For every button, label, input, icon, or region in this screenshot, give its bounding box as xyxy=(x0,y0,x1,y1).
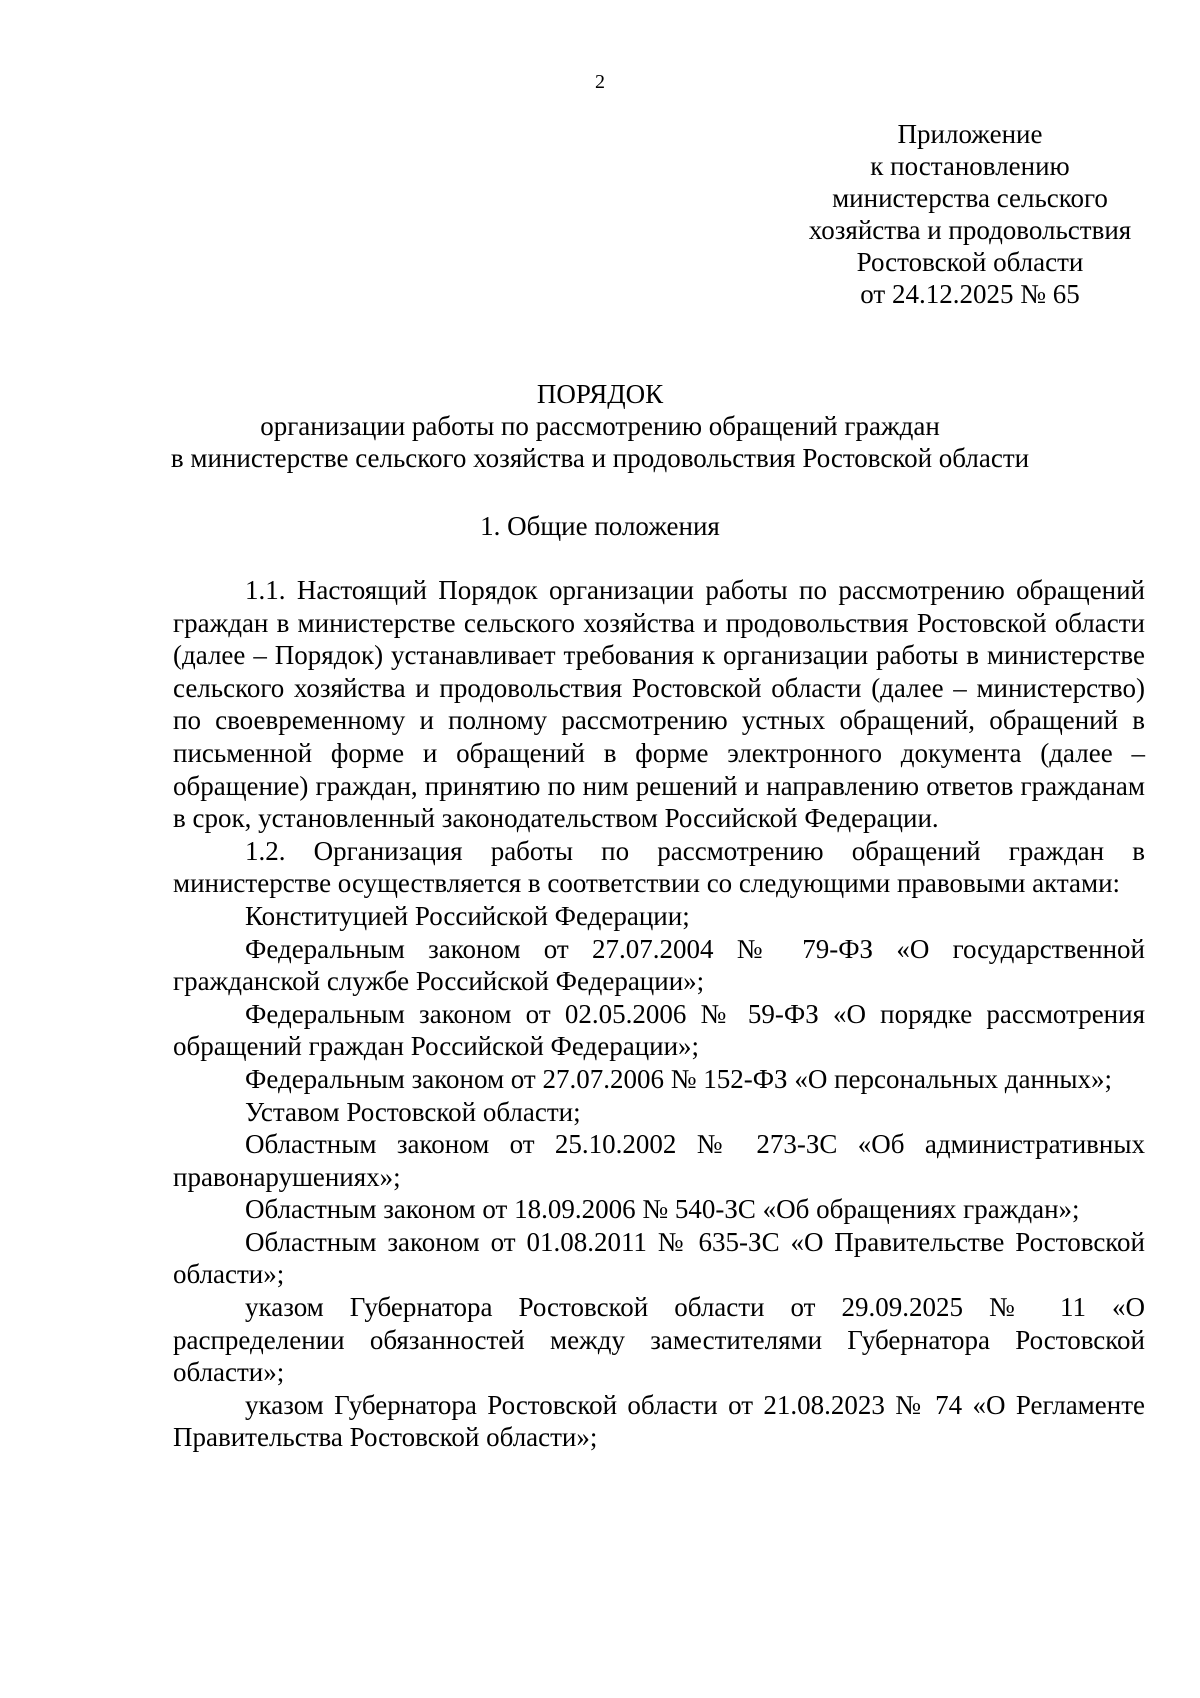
document-subtitle-line: в министерстве сельского хозяйства и продовольствия Ростовской области xyxy=(170,443,1030,473)
list-item: Федеральным законом от 02.05.2006 № 59-ФЗ «О порядке рассмотрения обращений граждан Российской Федерации»; xyxy=(173,998,1145,1062)
appendix-line: Ростовской области xyxy=(856,247,1084,277)
list-item: Уставом Ростовской области; xyxy=(245,1096,581,1127)
list-item: Федеральным законом от 27.07.2004 № 79-ФЗ «О государственной гражданской службе Российской Федерации»; xyxy=(173,933,1145,997)
appendix-block xyxy=(760,118,1180,310)
document-body xyxy=(173,574,1145,1454)
page-number: 2 xyxy=(595,71,605,93)
document-subtitle-line: организации работы по рассмотрению обращений граждан xyxy=(260,411,940,441)
section-heading: 1. Общие положения xyxy=(480,511,720,541)
list-item: указом Губернатора Ростовской области от 21.08.2023 № 74 «О Регламенте Правительства Ростовской области»; xyxy=(173,1389,1145,1453)
appendix-line: Приложение xyxy=(897,119,1043,149)
document-title: ПОРЯДОК xyxy=(536,379,664,409)
list-item: Конституцией Российской Федерации; xyxy=(245,900,690,931)
list-item: Областным законом от 18.09.2006 № 540-ЗС «Об обращениях граждан»; xyxy=(245,1194,1080,1225)
list-item: Областным законом от 01.08.2011 № 635-ЗС «О Правительстве Ростовской области»; xyxy=(173,1226,1145,1290)
paragraph: 1.2. Организация работы по рассмотрению обращений граждан в министерстве осуществляется в соответствии со следующими правовыми актами: xyxy=(173,835,1145,899)
appendix-line: от 24.12.2025 № 65 xyxy=(860,279,1080,309)
appendix-line: хозяйства и продовольствия xyxy=(808,215,1132,245)
appendix-line: к постановлению xyxy=(870,151,1070,181)
list-item: Федеральным законом от 27.07.2006 № 152-ФЗ «О персональных данных»; xyxy=(245,1063,1113,1094)
list-item: указом Губернатора Ростовской области от 29.09.2025 № 11 «О распределении обязанностей между заместителями Губернатора Ростовской области»; xyxy=(173,1292,1145,1388)
document-title-block xyxy=(100,378,1100,474)
list-item: Областным законом от 25.10.2002 № 273-ЗС «Об административных правонарушениях»; xyxy=(173,1129,1145,1192)
paragraph: 1.1. Настоящий Порядок организации работы по рассмотрению обращений граждан в министерстве сельского хозяйства и продовольствия Ростовской области (далее – Порядок) устанавливает требования к организации работы в министерстве сельского хозяйства и продовольствия Ростовской области (далее – министерство) по своевременному и полному рассмотрению устных обращений, обращений в письменной форме и обращений в форме электронного документа (далее – обращение) граждан, принятию по ним решений и направлению ответов гражданам в срок, установленный законодательством Российской Федерации. xyxy=(173,575,1145,834)
appendix-line: министерства сельского xyxy=(832,183,1108,213)
